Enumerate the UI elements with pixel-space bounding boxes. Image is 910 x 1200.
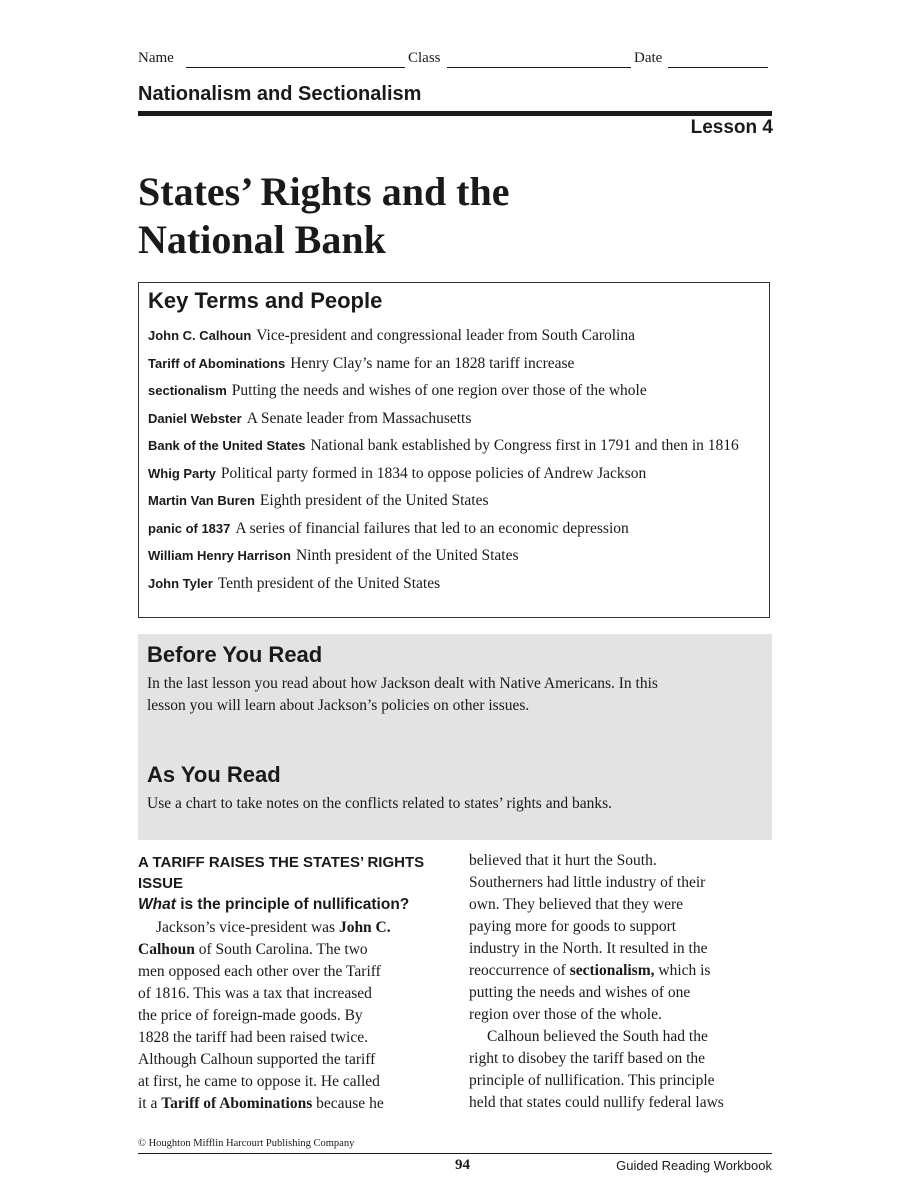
body-line: reoccurrence of sectionalism, which is [469,962,711,979]
workbook-label: Guided Reading Workbook [616,1158,772,1173]
key-terms-heading: Key Terms and People [148,288,383,313]
key-term-name: Whig Party [148,465,216,481]
class-label: Class [408,50,441,66]
page-title [138,168,698,264]
key-term-name: panic of 1837 [148,520,231,536]
body-column-left [138,917,438,1115]
key-term-highlight: Tariff of Abominations [161,1095,313,1112]
key-term-definition: Putting the needs and wishes of one region over those of the whole [231,382,647,399]
body-line: Calhoun of South Carolina. The two [138,941,368,958]
lesson-label: Lesson 4 [690,117,773,138]
key-terms-list [148,325,760,600]
body-line: Southerners had little industry of their [469,874,706,891]
body-line: Although Calhoun supported the tariff [138,1051,376,1068]
key-term-definition: A Senate leader from Massachusetts [246,409,472,427]
body-line: the price of foreign-made goods. By [138,1007,363,1024]
unit-title: Nationalism and Sectionalism [138,83,422,105]
as-you-read-heading: As You Read [147,762,281,787]
body-line: own. They believed that they were [469,896,684,913]
key-term-highlight: sectionalism, [569,962,655,979]
body-line: Calhoun believed the South had the [487,1028,708,1045]
name-field[interactable] [186,67,405,68]
key-term-row [148,490,760,512]
body-line: 1828 the tariff had been raised twice. [138,1029,368,1046]
body-line: Jackson’s vice-president was John C. [156,919,391,936]
key-term-row [148,380,760,402]
body-line: paying more for goods to support [469,918,677,935]
key-term-name: Bank of the United States [148,438,306,453]
name-label: Name [138,50,174,66]
body-line: region over those of the whole. [469,1006,662,1023]
key-term-name: sectionalism [148,383,227,398]
body-line: principle of nullification. This principle [469,1072,715,1089]
key-term-row [148,573,760,595]
key-term-highlight: Calhoun [138,941,195,958]
body-line: of 1816. This was a tax that increased [138,985,372,1002]
page-title-line-1: States’ Rights and the [138,169,510,214]
page-title-line-2: National Bank [138,217,386,262]
body-line: putting the needs and wishes of one [469,984,691,1001]
key-term-row [148,463,760,485]
class-field[interactable] [447,67,631,68]
key-term-row [148,435,760,457]
body-column-right [469,850,774,1114]
date-field[interactable] [668,67,768,68]
body-line: held that states could nullify federal laws [469,1094,724,1111]
key-term-name: Daniel Webster [148,410,242,426]
key-terms-box [138,282,770,618]
key-term-name: Martin Van Buren [148,493,255,508]
key-term-row [148,408,760,430]
body-line: at first, he came to oppose it. He called [138,1073,380,1090]
key-term-row [148,325,760,347]
copyright-notice: © Houghton Mifflin Harcourt Publishing Company [138,1138,355,1149]
key-term-highlight: John C. [338,919,391,936]
key-term-definition: Eighth president of the United States [259,492,489,509]
reading-guide-box [138,634,772,840]
question-text: is the principle of nullification? [175,896,410,913]
body-line: right to disobey the tariff based on the [469,1050,706,1067]
unit-divider [138,111,772,116]
key-term-definition: Tenth president of the United States [217,574,441,592]
key-term-definition: National bank established by Congress first in 1791 and then in 1816 [310,437,739,454]
key-term-definition: Political party formed in 1834 to oppose policies of Andrew Jackson [220,464,647,482]
question-emphasis: What [138,896,176,913]
body-line: industry in the North. It resulted in the [469,940,708,957]
key-term-definition: Ninth president of the United States [295,547,519,564]
section-heading: A TARIFF RAISES THE STATES’ RIGHTS ISSUE [138,854,425,892]
date-label: Date [634,50,663,66]
key-term-name: Tariff of Abominations [148,355,286,371]
key-term-definition: A series of financial failures that led to an economic depression [235,519,629,537]
page-number: 94 [455,1157,470,1173]
footer-divider [138,1153,772,1154]
key-term-name: William Henry Harrison [148,548,291,563]
section-question [138,894,448,915]
as-you-read-text: Use a chart to take notes on the conflicts related to states’ rights and banks. [147,795,612,812]
key-term-row [148,545,760,567]
key-term-name: John C. Calhoun [148,328,252,343]
key-term-row [148,518,760,540]
key-term-name: John Tyler [148,575,213,591]
body-line: believed that it hurt the South. [469,852,657,869]
key-term-row [148,353,760,375]
header-fields [138,50,770,72]
body-line: men opposed each other over the Tariff [138,963,381,980]
before-you-read-heading: Before You Read [147,642,323,667]
key-term-definition: Henry Clay’s name for an 1828 tariff increase [290,354,575,372]
key-term-definition: Vice-president and congressional leader from South Carolina [256,327,635,344]
before-you-read-text: In the last lesson you read about how Jackson dealt with Native Americans. In this lesson you will learn about Jackson’s policies on other issues. [147,675,658,714]
body-line: it a Tariff of Abominations because he [138,1095,384,1112]
